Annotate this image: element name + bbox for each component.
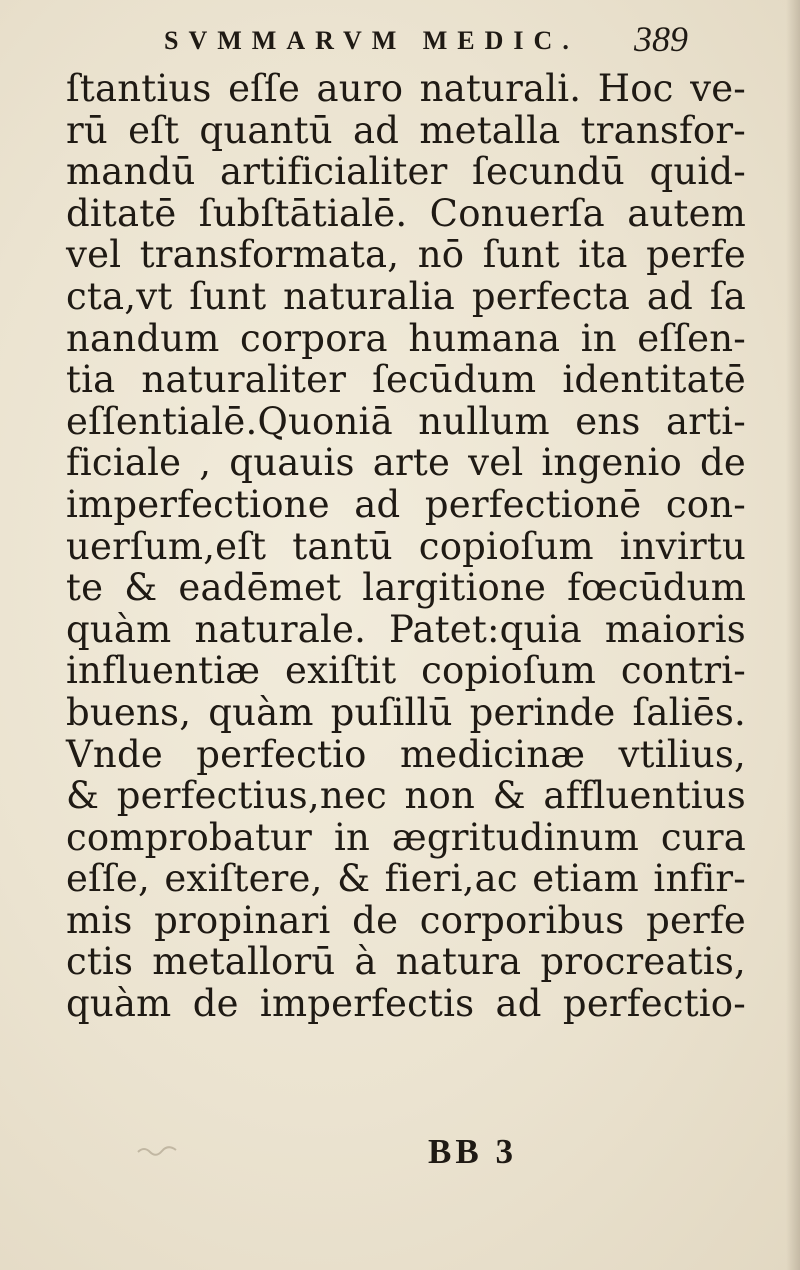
- signature-mark: BB 3: [428, 1132, 517, 1171]
- text-line: cta,vt ſunt naturalia perfecta ad ſa: [66, 274, 746, 318]
- body-text: [66, 68, 746, 1025]
- text-line: quàm naturale. Patet:quia maioris: [66, 607, 746, 651]
- page-header: [164, 18, 724, 68]
- faded-ink-mark: [136, 1142, 178, 1158]
- text-line: imperfectione ad perfectionē con-: [66, 482, 746, 526]
- page-number: 389: [634, 19, 688, 59]
- text-line: ſtantius eſſe auro naturali. Hoc ve-: [66, 67, 746, 110]
- text-line: buens, quàm puſillū perinde ſaliēs.: [66, 690, 746, 734]
- text-line: eſſe, exiſtere, & fieri,ac etiam infir-: [66, 857, 746, 901]
- running-title: SVMMARVM MEDIC.: [164, 26, 579, 55]
- text-line: te & eadēmet largitione fœcūdum: [66, 566, 746, 610]
- text-line: ditatē ſubſtātialē. Conuerſa autem: [66, 191, 746, 235]
- text-line: ctis metallorū à natura procreatis,: [66, 940, 746, 984]
- text-line: mis propinari de corporibus perfe: [66, 898, 746, 942]
- text-line: & perfectius,nec non & affluentius: [66, 774, 746, 818]
- text-line: Vnde perfectio medicinæ vtilius,: [66, 732, 746, 776]
- text-line: eſſentialē.Quoniā nullum ens arti-: [66, 399, 746, 443]
- text-line: vel transformata, nō ſunt ita perfe: [66, 233, 746, 277]
- text-line: influentiæ exiſtit copioſum contri-: [66, 649, 746, 693]
- text-line: nandum corpora humana in eſſen-: [66, 316, 746, 360]
- text-line: uerſum,eſt tantū copioſum invirtu: [66, 524, 746, 568]
- text-line: quàm de imperfectis ad perfectio-: [66, 982, 746, 1026]
- text-line: ficiale , quauis arte vel ingenio de: [66, 441, 746, 485]
- text-line: mandū artificialiter ſecundū quid-: [66, 150, 746, 194]
- text-line: comprobatur in ægritudinum cura: [66, 815, 746, 859]
- text-line: rū eſt quantū ad metalla transfor-: [66, 108, 746, 152]
- page-edge-shadow: [786, 0, 800, 1270]
- text-line: tia naturaliter ſecūdum identitatē: [66, 358, 746, 402]
